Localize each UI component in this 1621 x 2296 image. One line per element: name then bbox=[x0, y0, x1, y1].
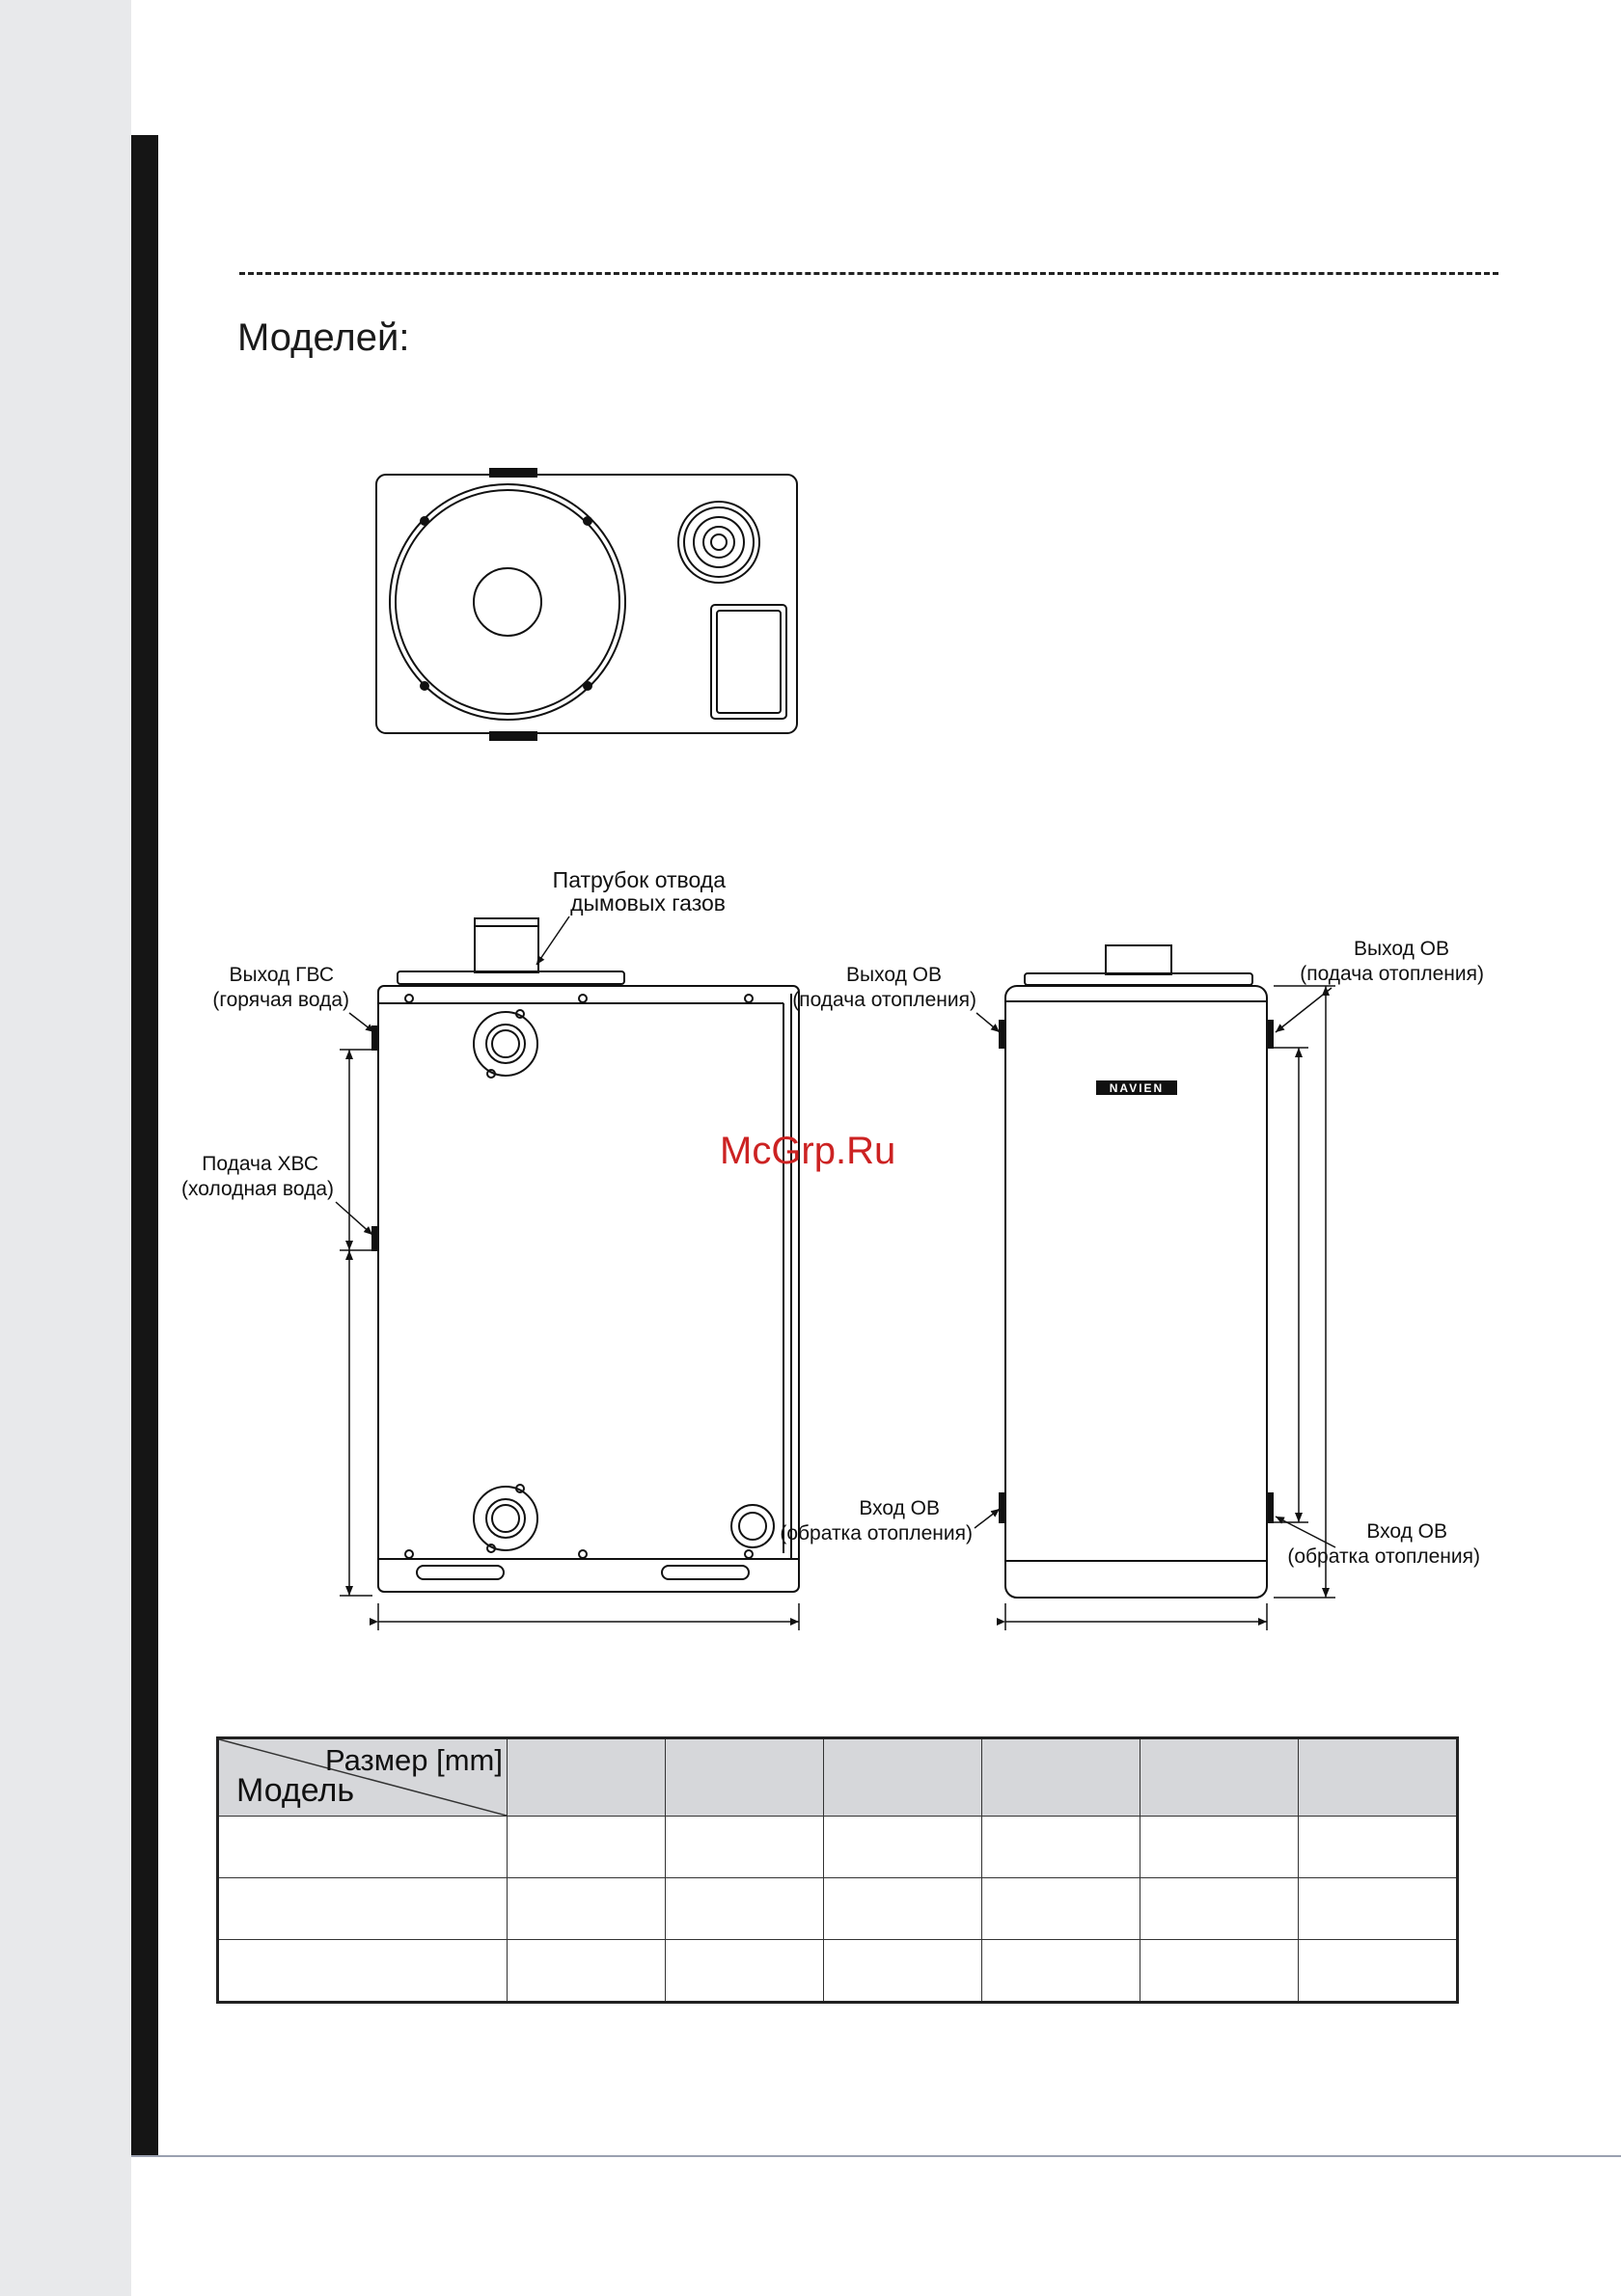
heating-outlet-left-label bbox=[792, 964, 1000, 1032]
svg-text:Выход ГВС: Выход ГВС bbox=[229, 964, 334, 986]
size-header: Размер [mm] bbox=[324, 1743, 503, 1777]
svg-text:Подача ХВС: Подача ХВС bbox=[202, 1153, 318, 1175]
svg-text:(обратка отопления): (обратка отопления) bbox=[780, 1522, 973, 1544]
table-cell bbox=[824, 1878, 982, 1940]
dimensions-table bbox=[216, 1736, 1459, 2004]
table-cell bbox=[666, 1878, 824, 1940]
svg-text:(подача отопления): (подача отопления) bbox=[1300, 963, 1484, 985]
table-cell bbox=[508, 1878, 666, 1940]
table-cell bbox=[666, 1817, 824, 1878]
side-dimension-ticks bbox=[1295, 986, 1330, 1598]
table-cell bbox=[1299, 1940, 1458, 2003]
svg-text:(подача отопления): (подача отопления) bbox=[792, 989, 976, 1011]
table-cell bbox=[1299, 1817, 1458, 1878]
table-cell bbox=[1140, 1878, 1299, 1940]
dhw-outlet-label bbox=[212, 964, 374, 1032]
table-cell bbox=[824, 1940, 982, 2003]
column-header bbox=[1299, 1738, 1458, 1817]
heating-outlet-right-label bbox=[1276, 938, 1484, 1032]
column-header bbox=[982, 1738, 1140, 1817]
svg-text:Патрубок отвода: Патрубок отвода bbox=[552, 867, 726, 892]
side-view bbox=[1000, 945, 1273, 1598]
table-row bbox=[218, 1817, 1458, 1878]
table-row bbox=[218, 1940, 1458, 2003]
svg-text:(обратка отопления): (обратка отопления) bbox=[1287, 1545, 1480, 1568]
table-corner-cell bbox=[218, 1738, 508, 1817]
model-cell bbox=[218, 1878, 508, 1940]
cold-supply-label bbox=[181, 1153, 372, 1235]
heating-inlet-left-label bbox=[780, 1497, 1000, 1544]
model-header: Модель bbox=[236, 1772, 355, 1809]
table-cell bbox=[1140, 1817, 1299, 1878]
table-cell bbox=[982, 1878, 1140, 1940]
front-view bbox=[372, 918, 799, 1592]
table-cell bbox=[982, 1817, 1140, 1878]
column-header bbox=[508, 1738, 666, 1817]
svg-text:Выход ОВ: Выход ОВ bbox=[1353, 938, 1449, 960]
table-cell bbox=[508, 1940, 666, 2003]
table-cell bbox=[982, 1940, 1140, 2003]
heating-inlet-right-label bbox=[1276, 1517, 1480, 1568]
table-row bbox=[218, 1878, 1458, 1940]
svg-text:Вход ОВ: Вход ОВ bbox=[859, 1497, 940, 1519]
watermark: McGrp.Ru bbox=[720, 1130, 896, 1172]
table-cell bbox=[824, 1817, 982, 1878]
svg-text:(горячая вода): (горячая вода) bbox=[212, 989, 349, 1011]
svg-text:Вход ОВ: Вход ОВ bbox=[1366, 1520, 1447, 1543]
column-header bbox=[666, 1738, 824, 1817]
table-header-row bbox=[218, 1738, 1458, 1817]
table-cell bbox=[1140, 1940, 1299, 2003]
svg-text:Выход ОВ: Выход ОВ bbox=[845, 964, 942, 986]
page-heading: Моделей: bbox=[237, 316, 410, 359]
column-header bbox=[824, 1738, 982, 1817]
brand-logo bbox=[1096, 1080, 1177, 1095]
table-cell bbox=[666, 1940, 824, 2003]
table-cell bbox=[1299, 1878, 1458, 1940]
table-cell bbox=[508, 1817, 666, 1878]
svg-text:(холодная вода): (холодная вода) bbox=[181, 1178, 334, 1200]
model-cell bbox=[218, 1940, 508, 2003]
model-cell bbox=[218, 1817, 508, 1878]
top-view bbox=[376, 469, 797, 740]
flue-outlet-label bbox=[536, 867, 726, 965]
svg-text:NAVIEN: NAVIEN bbox=[1109, 1081, 1165, 1095]
column-header bbox=[1140, 1738, 1299, 1817]
svg-text:дымовых газов: дымовых газов bbox=[570, 890, 726, 916]
